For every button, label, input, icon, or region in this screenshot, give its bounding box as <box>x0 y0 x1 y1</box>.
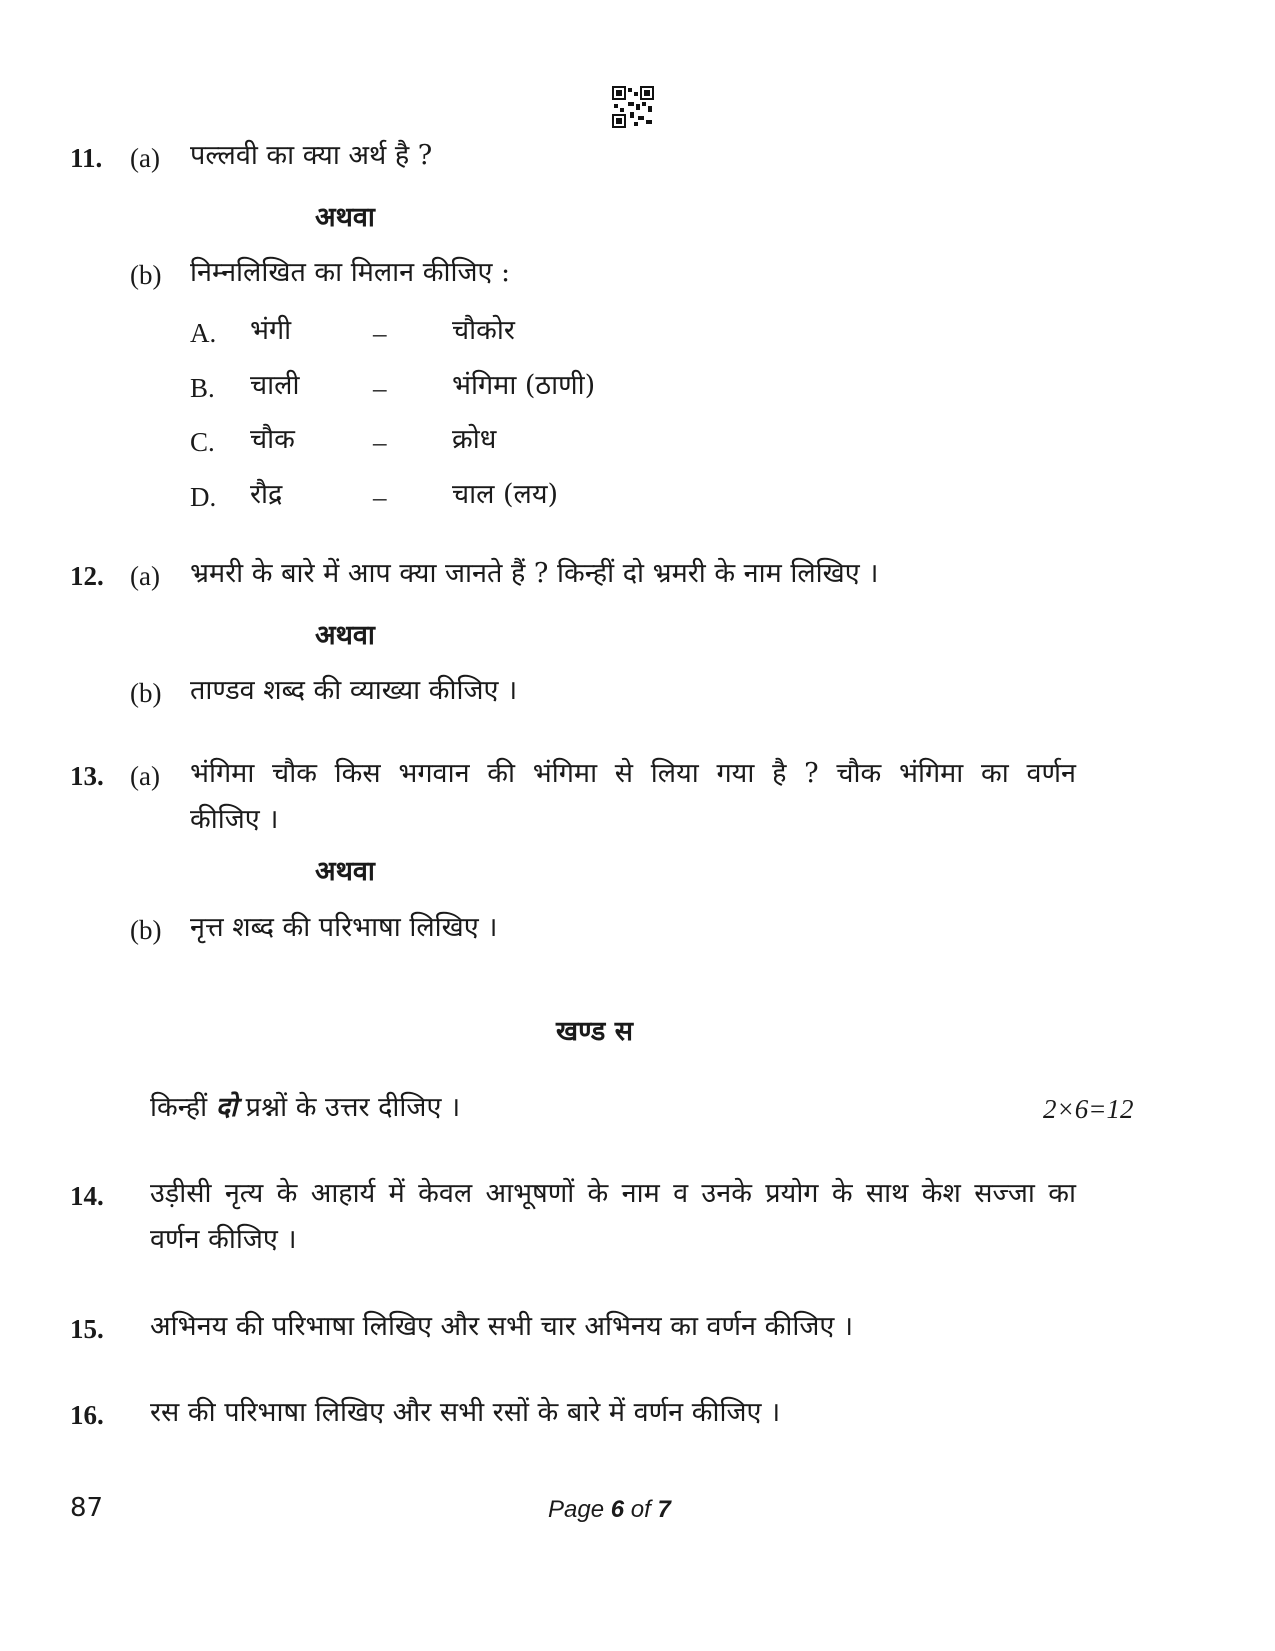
match-letter: C. <box>190 427 215 457</box>
match-left: चाली <box>250 370 300 401</box>
of-word: of <box>630 1496 651 1523</box>
question-number: 16. <box>70 1400 104 1430</box>
question-number: 11. <box>70 143 103 173</box>
question-text: ताण्डव शब्द की व्याख्या कीजिए । <box>190 675 518 706</box>
part-label: (a) <box>130 561 160 591</box>
question-text: भंगिमा चौक किस भगवान की भंगिमा से लिया गया है ? चौक भंगिमा का वर्णन <box>190 758 1076 789</box>
section-title: खण्ड स <box>556 1016 634 1047</box>
match-letter: A. <box>190 318 217 348</box>
match-right: चाल (लय) <box>452 479 559 510</box>
question-text: पल्लवी का क्या अर्थ है ? <box>190 140 433 171</box>
match-dash: – <box>373 318 387 348</box>
section-marks: 2×6=12 <box>1043 1094 1134 1124</box>
question-text: अभिनय की परिभाषा लिखिए और सभी चार अभिनय का वर्णन कीजिए । <box>150 1311 854 1342</box>
instruction-emphasis: दो <box>215 1092 238 1123</box>
page-total: 7 <box>657 1496 671 1523</box>
part-label: (b) <box>130 260 162 290</box>
match-right: क्रोध <box>452 424 497 455</box>
part-label: (b) <box>130 678 162 708</box>
match-letter: D. <box>190 482 217 512</box>
match-left: चौक <box>250 424 295 455</box>
question-text: कीजिए । <box>190 804 279 835</box>
question-number: 13. <box>70 761 104 791</box>
page-word: Page <box>548 1496 605 1523</box>
paper-code: 87 <box>70 1493 104 1523</box>
question-text: उड़ीसी नृत्य के आहार्य में केवल आभूषणों के नाम व उनके प्रयोग के साथ केश सज्जा का <box>150 1178 1076 1209</box>
part-label: (a) <box>130 143 160 173</box>
match-letter: B. <box>190 373 215 403</box>
or-separator: अथवा <box>315 202 375 233</box>
match-left: भंगी <box>250 315 292 346</box>
question-number: 12. <box>70 561 104 591</box>
question-number: 15. <box>70 1314 104 1344</box>
question-text: रस की परिभाषा लिखिए और सभी रसों के बारे में वर्णन कीजिए । <box>150 1397 781 1428</box>
part-label: (b) <box>130 915 162 945</box>
part-label: (a) <box>130 761 160 791</box>
match-dash: – <box>373 482 387 512</box>
question-text: नृत्त शब्द की परिभाषा लिखिए । <box>190 912 498 943</box>
match-right: चौकोर <box>452 315 515 346</box>
or-separator: अथवा <box>315 856 375 887</box>
section-instruction <box>150 1092 460 1124</box>
match-dash: – <box>373 427 387 457</box>
or-separator: अथवा <box>315 620 375 651</box>
page-number: 6 <box>610 1496 625 1523</box>
question-text: भ्रमरी के बारे में आप क्या जानते हैं ? किन्हीं दो भ्रमरी के नाम लिखिए । <box>190 558 879 589</box>
question-number: 14. <box>70 1181 104 1211</box>
match-dash: – <box>373 373 387 403</box>
question-text: वर्णन कीजिए । <box>150 1224 297 1255</box>
instruction-post: प्रश्नों के उत्तर दीजिए । <box>245 1092 461 1123</box>
page-indicator <box>548 1496 671 1524</box>
question-text: निम्नलिखित का मिलान कीजिए : <box>190 257 511 288</box>
match-left: रौद्र <box>250 479 283 510</box>
qr-code-icon <box>612 86 654 128</box>
instruction-pre: किन्हीं <box>150 1092 208 1123</box>
match-right: भंगिमा (ठाणी) <box>452 370 596 401</box>
